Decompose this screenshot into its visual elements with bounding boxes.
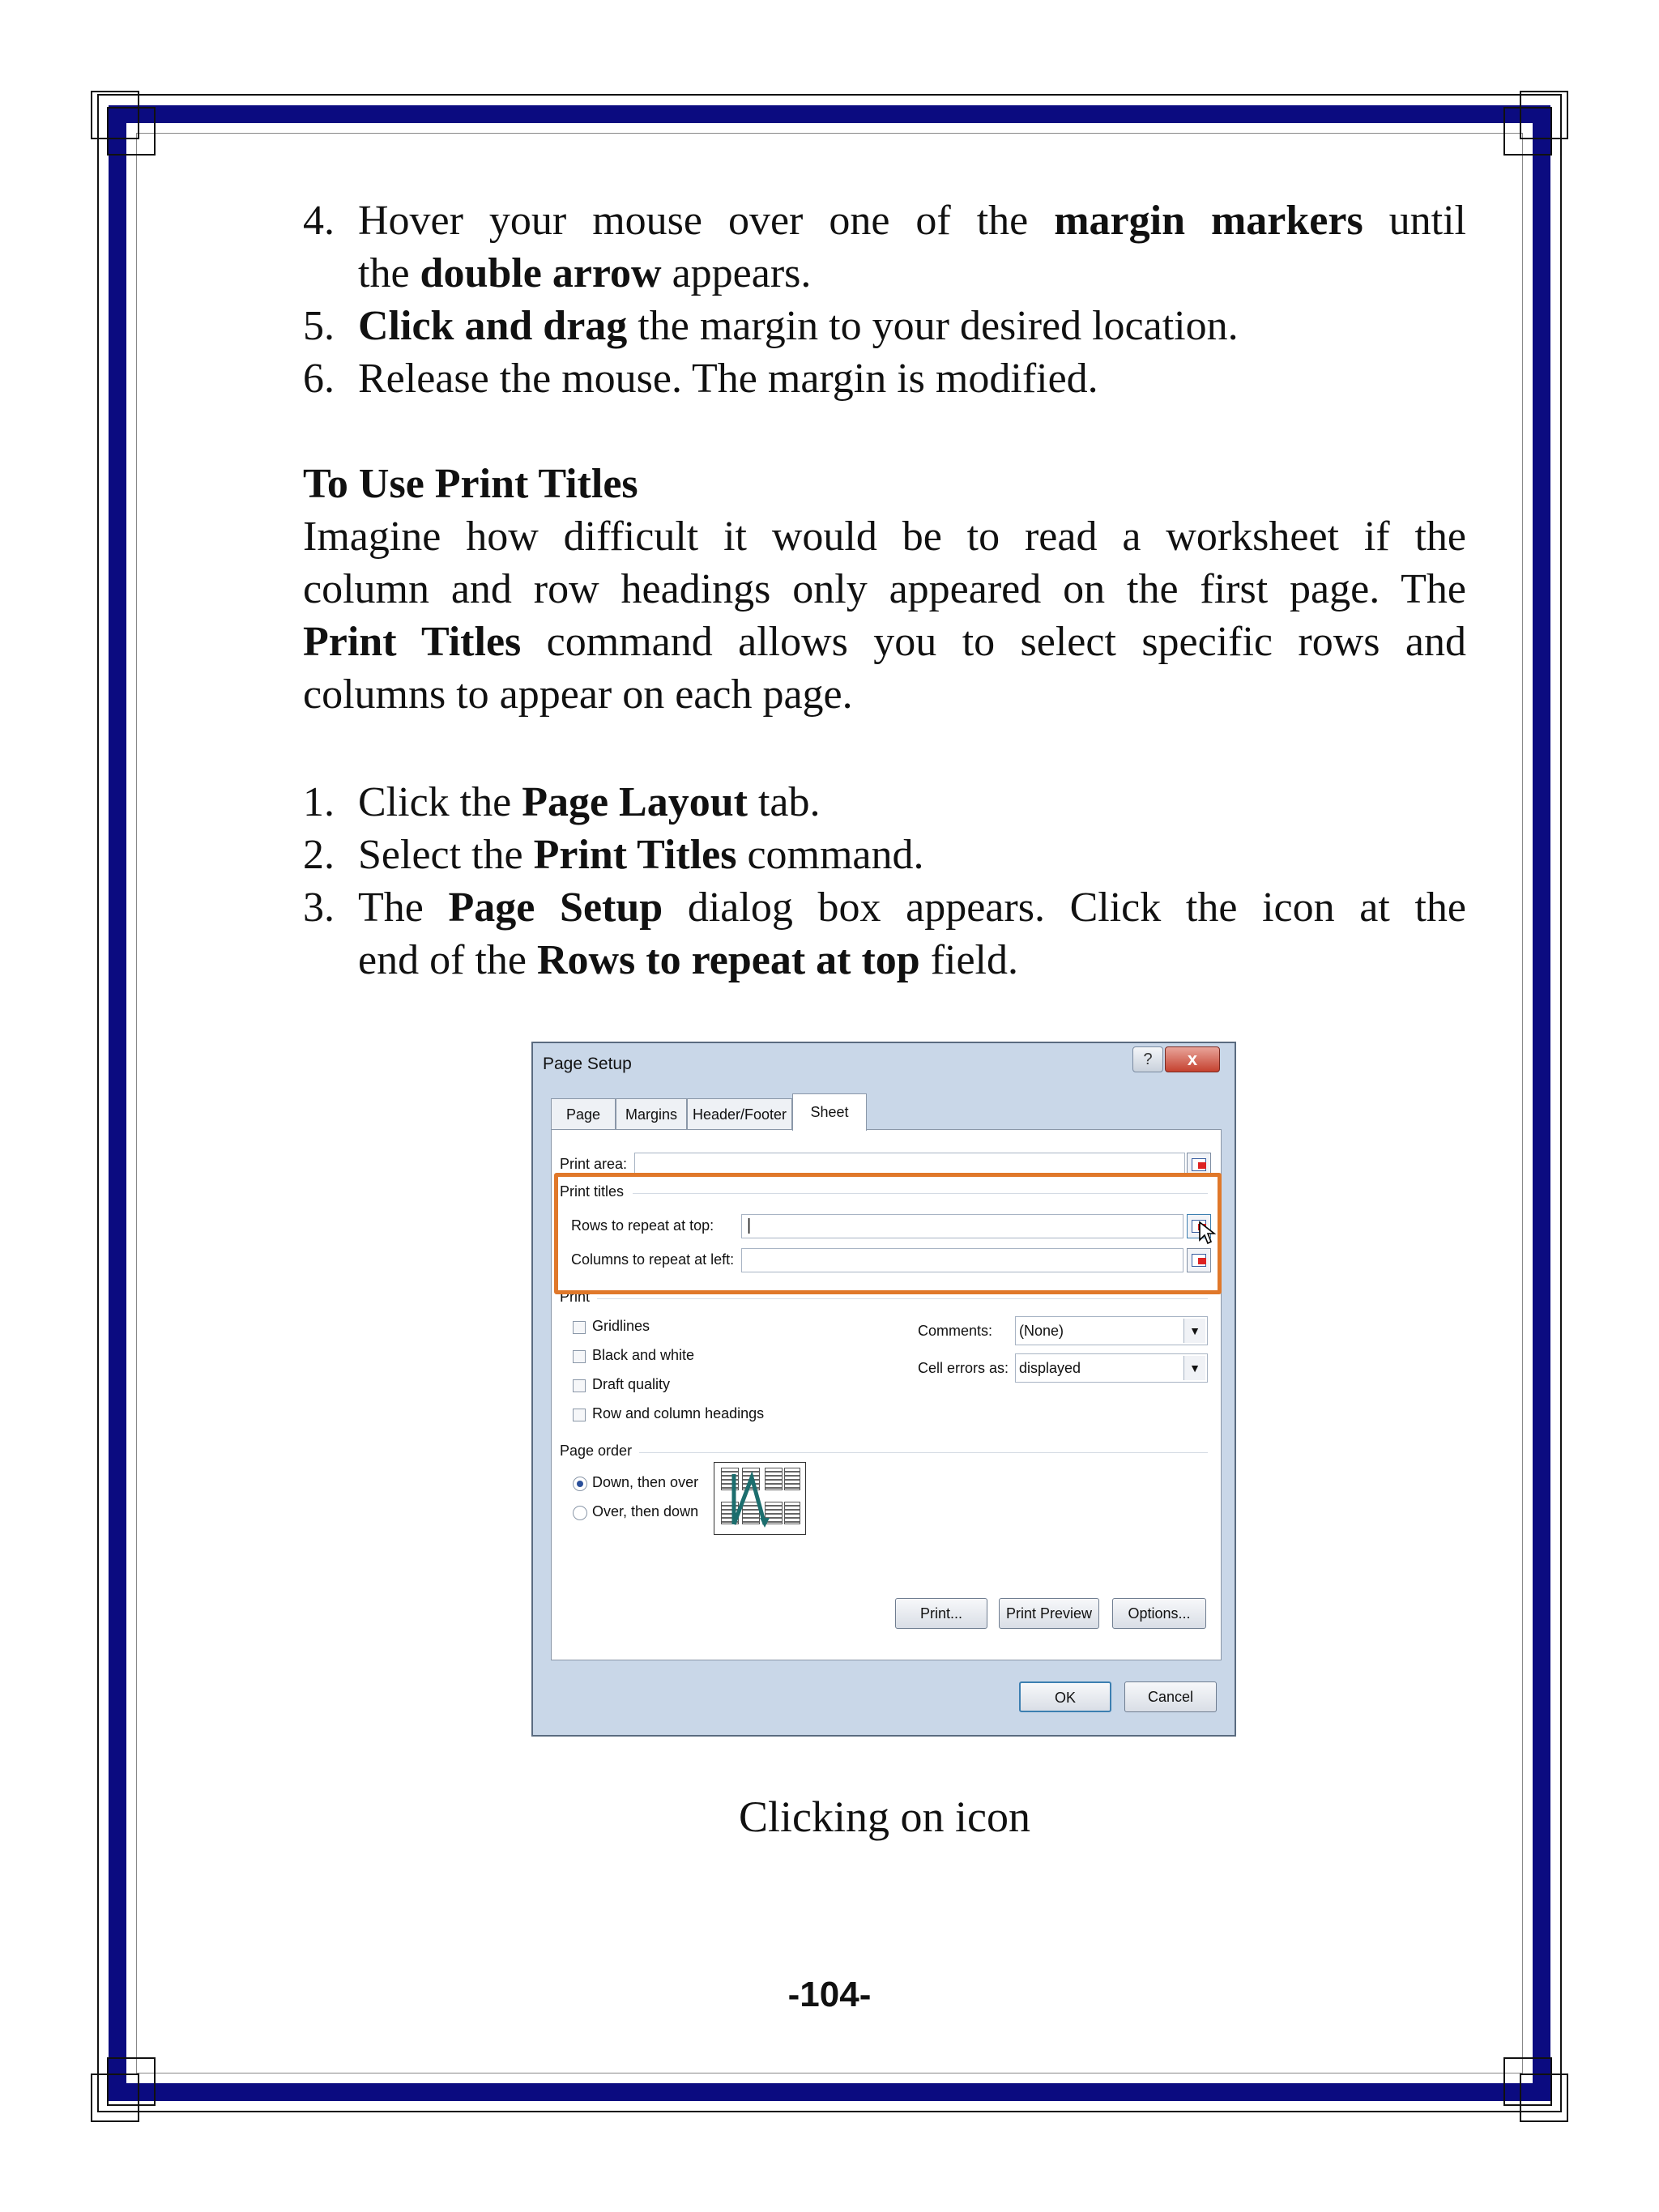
- print-titles-highlight: [554, 1173, 1222, 1294]
- list-item-2: 2. Select the Print Titles command.: [303, 832, 924, 878]
- corner-top-right: [1503, 91, 1568, 156]
- black-and-white-label: Black and white: [592, 1347, 695, 1363]
- list-item-4-line-1: Hover your mouse over one of the margin markers until: [358, 198, 1467, 244]
- page-order-preview-icon: [714, 1462, 806, 1535]
- tab-page[interactable]: Page: [551, 1098, 616, 1129]
- draft-quality-label: Draft quality: [592, 1376, 671, 1392]
- rows-to-repeat-field[interactable]: |: [741, 1214, 1183, 1238]
- tab-margins[interactable]: Margins: [616, 1098, 687, 1129]
- chevron-down-icon: ▼: [1183, 1356, 1205, 1380]
- page-order-label: Page order: [560, 1443, 633, 1459]
- black-and-white-checkbox[interactable]: [573, 1350, 586, 1363]
- row-column-headings-checkbox[interactable]: [573, 1409, 586, 1421]
- comments-label: Comments:: [918, 1323, 993, 1339]
- close-button[interactable]: x: [1165, 1046, 1220, 1072]
- tab-sheet[interactable]: Sheet: [792, 1093, 867, 1131]
- print-area-label: Print area:: [560, 1156, 628, 1172]
- corner-bottom-right: [1503, 2057, 1568, 2122]
- paragraph-line-3: Print Titles command allows you to select specific rows and: [303, 619, 1466, 665]
- rows-to-repeat-label: Rows to repeat at top:: [571, 1217, 714, 1234]
- dialog-title: Page Setup: [543, 1055, 632, 1073]
- gridlines-checkbox[interactable]: [573, 1321, 586, 1334]
- help-button[interactable]: ?: [1132, 1046, 1163, 1072]
- options-button[interactable]: Options...: [1112, 1598, 1206, 1629]
- cancel-button[interactable]: Cancel: [1124, 1681, 1217, 1712]
- list-item-5: 5. Click and drag the margin to your desired location.: [303, 303, 1239, 349]
- list-item-6: 6. Release the mouse. The margin is modified.: [303, 356, 1098, 402]
- down-then-over-label: Down, then over: [592, 1474, 699, 1490]
- gridlines-label: Gridlines: [592, 1318, 650, 1334]
- print-titles-label: Print titles: [560, 1183, 625, 1200]
- list-item-3: 3. The Page Setup dialog box appears. Click the icon at the end of the Rows to repeat at top field.: [303, 884, 1467, 983]
- print-group-label: Print: [560, 1289, 591, 1305]
- columns-to-repeat-label: Columns to repeat at left:: [571, 1251, 735, 1268]
- comments-select[interactable]: (None) ▼: [1015, 1316, 1208, 1345]
- tab-header-footer[interactable]: Header/Footer: [687, 1098, 792, 1129]
- corner-bottom-left: [91, 2057, 156, 2122]
- page-setup-dialog: [531, 1042, 1236, 1737]
- down-then-over-radio[interactable]: [573, 1477, 587, 1491]
- cell-errors-label: Cell errors as:: [918, 1360, 1009, 1376]
- print-button[interactable]: Print...: [895, 1598, 987, 1629]
- section-heading: To Use Print Titles: [303, 461, 638, 507]
- ok-button[interactable]: OK: [1019, 1681, 1111, 1712]
- corner-top-left: [91, 91, 156, 156]
- over-then-down-radio[interactable]: [573, 1506, 587, 1520]
- draft-quality-checkbox[interactable]: [573, 1379, 586, 1392]
- figure-caption: Clicking on icon: [739, 1792, 1030, 1841]
- list-item-4-line-2: the double arrow appears.: [358, 250, 812, 296]
- cell-errors-select[interactable]: displayed ▼: [1015, 1353, 1208, 1383]
- chevron-down-icon: ▼: [1183, 1319, 1205, 1343]
- row-column-headings-label: Row and column headings: [592, 1405, 765, 1421]
- list-item-1: 1. Click the Page Layout tab.: [303, 779, 821, 825]
- paragraph-line-1: Imagine how difficult it would be to read a worksheet if the: [303, 514, 1466, 560]
- print-preview-button[interactable]: Print Preview: [999, 1598, 1099, 1629]
- page-number: -104-: [787, 1975, 872, 2014]
- paragraph-line-4: columns to appear on each page.: [303, 671, 853, 718]
- list-item-4: 4. Hover your mouse over one of the margin markers until the double arrow appears.: [303, 194, 1466, 300]
- over-then-down-label: Over, then down: [592, 1503, 699, 1519]
- paragraph-line-2: column and row headings only appeared on the first page. The: [303, 566, 1466, 612]
